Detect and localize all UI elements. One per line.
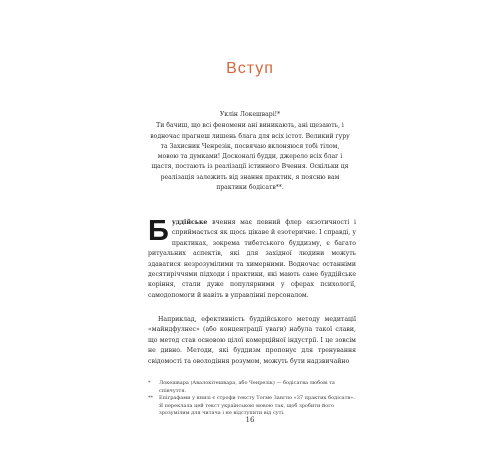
epigraph-text: Ти бачиш, що всі феномени ані виникають, ані щезають, і водночас прагнеш лишень блага для всіх істот. Великий гуру та Захисник Ченрезік, посвячаю вклоняюся тобі тілом, мовою та думками! Досконалі будди, джерело всіх благ і щастя, постають із реалізації істинного Вчення. Оскільки ця реалізація залежить від знання практик, я поясню вам практики бодісатв**. [150,122,350,192]
paragraph-1-text: вчення має певний флер екзотичності і сприймається як щось цікаве й езотеричне. І справді, у практиках, зокрема тибетського буддизму, є багато ритуальних аспектів, які для західної людини можуть здаватися незрозумілими та химерними. Водночас останніми десятиріччями підходи і практики, які мають саме буддійське коріння, стали дуже популярними у сферах психології, самодопомоги й навіть в управлінні персоналом. [148,219,356,299]
chapter-title: Вступ [226,60,274,77]
body-paragraph-2 [148,315,356,367]
epigraph-greeting: Уклін Локешварі!* [219,111,281,118]
lead-word: уддійське [171,219,208,226]
epigraph [150,110,350,193]
footnote-mark: ** [148,395,153,402]
footnote-text: Епіграфами у книзі є строфи тексту Тогме Зангпо «37 практик бодісатв». Я переклала цей текст українською мовою так, щоб зробити його зрозумілим для читача і не відступити від суті. [159,395,355,417]
paragraph-2-text: Наприклад, ефективність буддійського методу медитації «майндфулнес» (або концентрації уваги) набула такої слави, що метод став основою цілої комерційної індустрії. І це зовсім не дивно. Методи, які буддизм пропонує для тренування свідомості та оволодіння розумом, можуть бути надзвичайно [148,316,356,365]
footnote-mark: * [148,380,151,386]
footnote [148,380,360,395]
footnote [148,395,360,418]
body-paragraph-1 [148,215,356,301]
page-number: 16 [245,416,255,424]
footnote-text: Локешвара (Авалокітешвара, або Ченрезік) — бодісатва любові та співчуття. [159,380,335,394]
footnotes [148,380,360,418]
drop-cap: Б [148,215,169,247]
